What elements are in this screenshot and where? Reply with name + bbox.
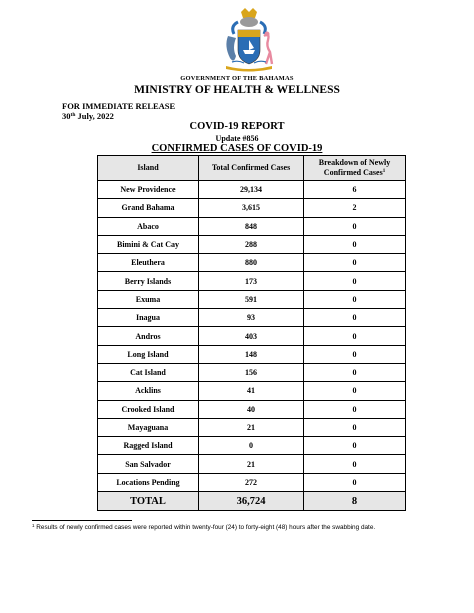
cell-island: Bimini & Cat Cay xyxy=(98,235,199,253)
table-row xyxy=(98,327,406,345)
cell-new: 0 xyxy=(304,345,406,363)
table-row xyxy=(98,437,406,455)
cell-total: 272 xyxy=(199,473,304,491)
cell-island: Eleuthera xyxy=(98,254,199,272)
table-row xyxy=(98,473,406,491)
cell-new: 0 xyxy=(304,400,406,418)
cell-total: 591 xyxy=(199,290,304,308)
cell-total: 41 xyxy=(199,382,304,400)
report-update: Update #856 xyxy=(215,134,259,143)
cell-total: 288 xyxy=(199,235,304,253)
cell-island: Grand Bahama xyxy=(98,199,199,217)
cell-island: Cat Island xyxy=(98,363,199,381)
cell-island: Long Island xyxy=(98,345,199,363)
release-date: 30th July, 2022 xyxy=(62,111,114,121)
cases-table xyxy=(97,155,406,511)
table-row xyxy=(98,199,406,217)
cell-island: Ragged Island xyxy=(98,437,199,455)
crest-scroll xyxy=(226,66,272,72)
cell-total: 156 xyxy=(199,363,304,381)
table-body xyxy=(98,181,406,492)
coat-of-arms-emblem xyxy=(218,6,280,72)
cell-total: 40 xyxy=(199,400,304,418)
cell-island: Andros xyxy=(98,327,199,345)
cell-island: Inagua xyxy=(98,309,199,327)
table-row xyxy=(98,272,406,290)
table-row xyxy=(98,418,406,436)
cell-total: 3,615 xyxy=(199,199,304,217)
cell-new: 0 xyxy=(304,272,406,290)
cell-island: Abaco xyxy=(98,217,199,235)
cell-island: Crooked Island xyxy=(98,400,199,418)
cell-island: New Providence xyxy=(98,181,199,199)
table-row xyxy=(98,455,406,473)
table-header-row xyxy=(98,156,406,181)
table-row xyxy=(98,309,406,327)
cell-total: 848 xyxy=(199,217,304,235)
cell-total: 148 xyxy=(199,345,304,363)
header-total: Total Confirmed Cases xyxy=(199,156,304,181)
header-breakdown: Breakdown of Newly Confirmed Cases$^1$ xyxy=(304,156,406,181)
cell-island: Berry Islands xyxy=(98,272,199,290)
crest-shield-chief xyxy=(238,30,260,37)
cell-total: 0 xyxy=(199,437,304,455)
header-island: Island xyxy=(98,156,199,181)
cell-new: 0 xyxy=(304,473,406,491)
crest-marlin xyxy=(226,36,236,61)
cell-island: Acklins xyxy=(98,382,199,400)
table-row xyxy=(98,254,406,272)
footnote-divider xyxy=(32,520,132,521)
report-subtitle: CONFIRMED CASES OF COVID-19 xyxy=(151,143,323,154)
table-row xyxy=(98,382,406,400)
report-title: COVID-19 REPORT xyxy=(189,121,285,132)
cell-new: 6 xyxy=(304,181,406,199)
government-label: GOVERNMENT OF THE BAHAMAS xyxy=(180,75,294,82)
cell-new: 0 xyxy=(304,290,406,308)
cell-total: 21 xyxy=(199,455,304,473)
table-row xyxy=(98,400,406,418)
cell-new: 0 xyxy=(304,437,406,455)
table-row xyxy=(98,235,406,253)
table-row xyxy=(98,345,406,363)
table-row xyxy=(98,217,406,235)
cell-new: 0 xyxy=(304,309,406,327)
cell-new: 0 xyxy=(304,254,406,272)
cell-new: 0 xyxy=(304,455,406,473)
cell-total: 93 xyxy=(199,309,304,327)
cell-new: 0 xyxy=(304,235,406,253)
total-cases: 36,724 xyxy=(199,492,304,511)
crest-helmet xyxy=(240,17,258,27)
table-row xyxy=(98,290,406,308)
table-row xyxy=(98,363,406,381)
cell-total: 173 xyxy=(199,272,304,290)
cell-new: 0 xyxy=(304,217,406,235)
crest-flamingo xyxy=(264,35,272,64)
cell-total: 403 xyxy=(199,327,304,345)
release-label: FOR IMMEDIATE RELEASE xyxy=(62,101,176,111)
cell-island: Mayaguana xyxy=(98,418,199,436)
total-row xyxy=(98,492,406,511)
cell-total: 21 xyxy=(199,418,304,436)
cell-island: San Salvador xyxy=(98,455,199,473)
cell-new: 0 xyxy=(304,418,406,436)
cell-total: 29,134 xyxy=(199,181,304,199)
cell-new: 0 xyxy=(304,382,406,400)
table-row xyxy=(98,181,406,199)
cell-new: 0 xyxy=(304,327,406,345)
cell-total: 880 xyxy=(199,254,304,272)
cell-island: Locations Pending xyxy=(98,473,199,491)
footnote: $^1$ Results of newly confirmed cases were reported within twenty-four (24) to forty-eight (48) hours after the swabbing date. xyxy=(32,523,376,531)
total-new: 8 xyxy=(304,492,406,511)
cell-new: 0 xyxy=(304,363,406,381)
crest-crown xyxy=(241,8,257,18)
cell-new: 2 xyxy=(304,199,406,217)
total-label: TOTAL xyxy=(98,492,199,511)
ministry-title: MINISTRY OF HEALTH & WELLNESS xyxy=(134,84,340,96)
cell-island: Exuma xyxy=(98,290,199,308)
